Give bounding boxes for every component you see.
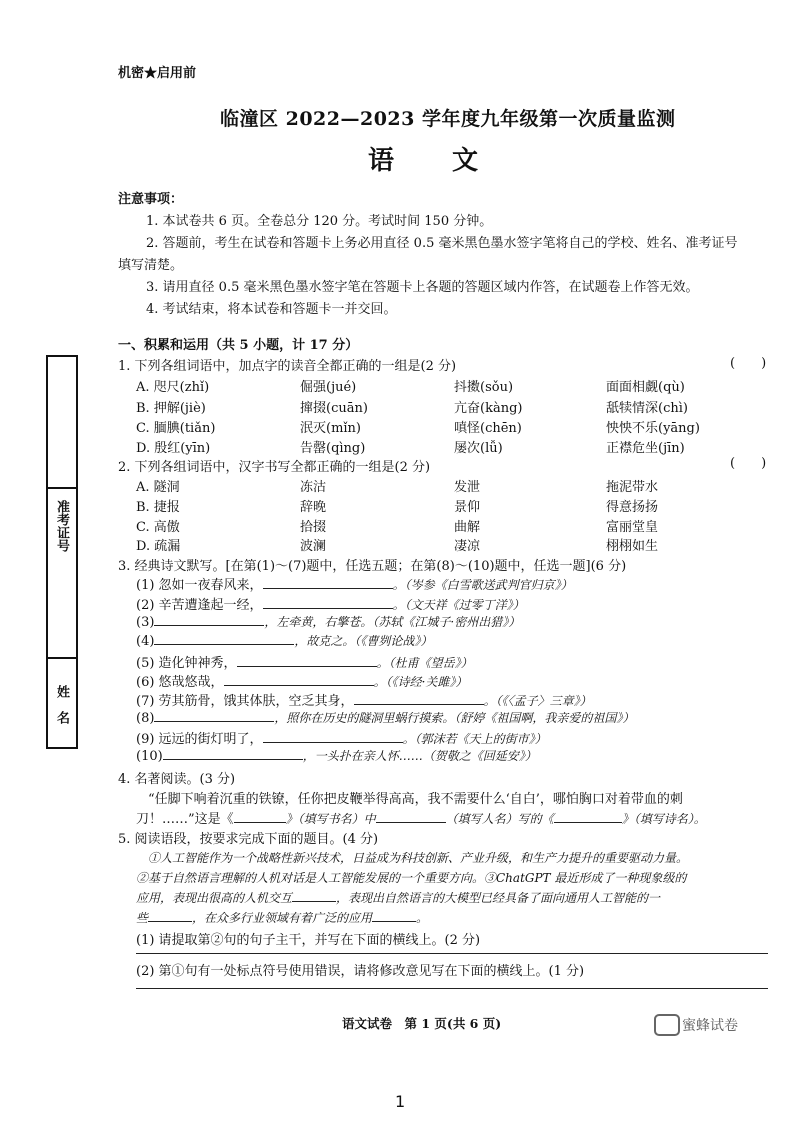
option: 辞晚 [300,500,327,515]
note-item: 4. 考试结束，将本试卷和答题卡一并交回。 [146,302,397,317]
q5-passage-line: 应用，表现出很高的人机交互 ，表现出自然语言的大模型已经具备了面向通用人工智能的一 [136,891,661,905]
option: 屡次(lǚ) [454,441,503,456]
poem-line-9: (9) 远远的街灯明了， 。（郭沫若《天上的街市》） [136,732,547,747]
q4-quote: “任脚下响着沉重的铁镣，任你把皮鞭举得高高，我不需要什么‘自白’，哪怕胸口对着带血的刺 [148,792,683,807]
poem-line-4: (4) ，故克之。（《曹刿论战》） [136,634,433,649]
option: 抖擞(sǒu) [454,380,514,395]
option: D. 殷红(yīn) [136,441,211,456]
q4-stem: 4. 名著阅读。(3 分) [118,772,236,787]
q5-passage-line: 些 ，在众多行业领域有着广泛的应用 。 [136,911,429,925]
poem-line-3: (3) ，左牵黄，右擎苍。（苏轼《江城子·密州出猎》） [136,615,521,630]
option: 波澜 [300,539,327,554]
option: 拾掇 [300,520,327,535]
answer-line [136,988,768,989]
section-heading: 一、积累和运用（共 5 小题，计 17 分） [118,338,359,353]
option: 嗔怪(chēn) [454,421,522,436]
q3-stem: 3. 经典诗文默写。[在第(1)～(7)题中，任选五题；在第(8)～(10)题中，任选一题](6 分) [118,559,627,574]
q5-sub2: (2) 第①句有一处标点符号使用错误，请将修改意见写在下面的横线上。(1 分) [136,964,585,979]
option: D. 疏漏 [136,539,181,554]
answer-line [136,953,768,954]
option: C. 腼腆(tiǎn) [136,421,216,436]
option: 冻沽 [300,480,327,495]
option: 面面相觑(qù) [606,380,685,395]
q2-stem: 2. 下列各组词语中，汉字书写全都正确的一组是(2 分) [118,460,431,475]
q1-stem: 1. 下列各组词语中，加点字的读音全都正确的一组是(2 分) [118,359,457,374]
option: B. 押解(jiè) [136,401,206,416]
option: 舐犊情深(chì) [606,401,688,416]
watermark-text: 蜜蜂试卷 [682,1018,738,1034]
poem-line-10: (10) ，一头扑在亲人怀……（贺敬之《回延安》） [136,749,537,764]
name-label: 姓 名 [54,685,69,724]
option: A. 隧洞 [136,480,180,495]
confidential-mark: 机密★启用前 [118,66,197,81]
poem-line-1: (1) 忽如一夜春风来， 。（岑参《白雪歌送武判官归京》） [136,578,573,593]
q4-fill-line: 刀！……”这是《 》（填写书名）中 （填写人名）写的《 》（填写诗名）。 [136,812,706,827]
watermark-logo-icon [654,1014,680,1036]
note-item: 2. 答题前，考生在试卷和答题卡上务必用直径 0.5 毫米黑色墨水签字笔将自己的学校、姓名、准考证号 [146,236,738,251]
q2-answer-bracket: ( ) [730,456,767,471]
poem-line-5: (5) 造化钟神秀， 。（杜甫《望岳》） [136,656,473,671]
option: 亢奋(kàng) [454,401,523,416]
option: 告罄(qìng) [300,441,366,456]
poem-line-7: (7) 劳其筋骨，饿其体肤，空乏其身， 。（《〈孟子〉三章》） [136,694,592,709]
option: 泯灭(mǐn) [300,421,362,436]
note-item: 1. 本试卷共 6 页。全卷总分 120 分。考试时间 150 分钟。 [146,214,493,229]
q5-stem: 5. 阅读语段，按要求完成下面的题目。(4 分) [118,832,379,847]
poem-line-2: (2) 辛苦遭逢起一经， 。（文天祥《过零丁洋》） [136,598,525,613]
option: A. 咫尺(zhǐ) [136,380,210,395]
option: 得意扬扬 [606,500,659,515]
page-number: 1 [395,1092,406,1111]
page-footer: 语文试卷 第 1 页(共 6 页) [342,1016,502,1031]
notes-heading: 注意事项： [118,192,184,207]
option: 凄凉 [454,539,481,554]
option: 发泄 [454,480,481,495]
subject-title: 语 文 [368,146,481,176]
note-item: 填写清楚。 [118,258,184,273]
option: 拖泥带水 [606,480,659,495]
option: C. 高傲 [136,520,180,535]
poem-line-8: (8) ，照你在历史的隧洞里蜗行摸索。（舒婷《祖国啊，我亲爱的祖国》） [136,711,635,726]
poem-line-6: (6) 悠哉悠哉， 。（《诗经·关雎》） [136,675,468,690]
option: 撺掇(cuān) [300,401,368,416]
note-item: 3. 请用直径 0.5 毫米黑色墨水签字笔在答题卡上各题的答题区域内作答，在试题卷上作答无效。 [146,280,699,295]
q5-passage-line: ②基于自然语言理解的人机对话是人工智能发展的一个重要方向。③ChatGPT 最近形成了一种现象级的 [136,871,687,885]
option: 正襟危坐(jīn) [606,441,685,456]
option: 栩栩如生 [606,539,659,554]
option: 怏怏不乐(yāng) [606,421,700,436]
q1-answer-bracket: ( ) [730,356,767,371]
exam-title: 临潼区 2022—2023 学年度九年级第一次质量监测 [220,108,676,130]
option: B. 捷报 [136,500,180,515]
option: 曲解 [454,520,481,535]
q5-sub1: (1) 请提取第②句的句子主干，并写在下面的横线上。(2 分) [136,933,481,948]
q5-passage-line: ①人工智能作为一个战略性新兴技术，日益成为科技创新、产业升级，和生产力提升的重要驱动力量。 [148,851,689,865]
exam-number-label: 准考证号 [54,500,69,552]
option: 倔强(jué) [300,380,357,395]
option: 富丽堂皇 [606,520,659,535]
option: 景仰 [454,500,481,515]
